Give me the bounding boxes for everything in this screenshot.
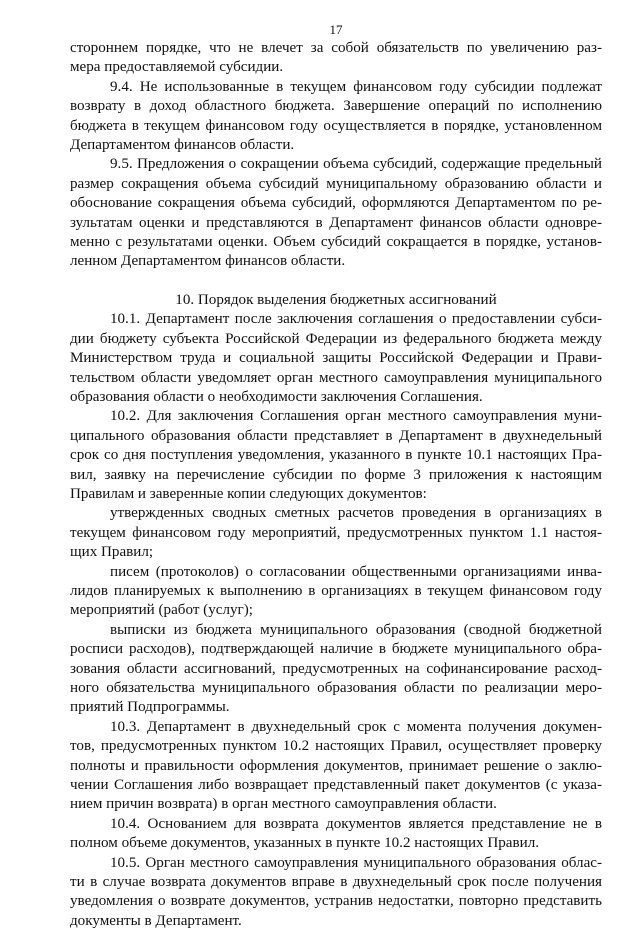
text-line: щих Правил; xyxy=(70,544,154,561)
text-line: 10.1. Департамент после заключения соглашения о предоставлении субси- xyxy=(110,311,602,328)
section-10-heading: 10. Порядок выделения бюджетных ассигнований xyxy=(175,291,497,308)
text-line: обоснование сокращения объема субсидий, оформляются Департаментом по ре- xyxy=(70,195,602,212)
text-line: 10.5. Орган местного самоуправления муниципального образования облас- xyxy=(110,854,602,871)
text-line: мероприятий (работ (услуг); xyxy=(70,602,253,619)
text-line: писем (протоколов) о согласовании общественными организациями инва- xyxy=(110,563,602,580)
document-page xyxy=(70,22,602,931)
text-line: вил, заявку на перечисление субсидии по форме 3 приложения к настоящим xyxy=(70,466,602,483)
text-line: возврату в доход областного бюджета. Завершение операций по исполнению xyxy=(70,98,602,115)
text-line: нием причин возврата) в орган местного самоуправления области. xyxy=(70,796,497,813)
text-line: ципального образования области представляет в Департамент в двухнедельный xyxy=(70,427,602,444)
text-line: документы в Департамент. xyxy=(70,912,242,929)
text-line: чении Соглашения либо возвращает представленный пакет документов (с указа- xyxy=(70,777,602,794)
text-line: Департаментом финансов области. xyxy=(70,137,295,154)
text-line: полноты и правильности оформления документов, принимает решение о заклю- xyxy=(70,757,602,774)
paragraph-10-5 xyxy=(70,854,602,931)
paragraph-9-5 xyxy=(70,155,602,271)
text-line: срок со дня поступления уведомления, указанного в пункте 10.1 настоящих Пра- xyxy=(70,447,602,464)
text-line: тов, предусмотренных пунктом 10.2 настоящих Правил, осуществляет проверку xyxy=(70,738,602,755)
text-line: размер сокращения объема субсидий муниципальному образованию области и xyxy=(70,175,602,192)
text-line: ного обязательства муниципального образования области по реализации меро- xyxy=(70,680,602,696)
text-line: приятий Подпрограммы. xyxy=(70,699,230,716)
text-line: 10.4. Основанием для возврата документов является представление не в xyxy=(110,815,602,832)
text-line: образования области о необходимости заключения Соглашения. xyxy=(70,388,483,405)
text-line: полном объеме документов, указанных в пункте 10.2 настоящих Правил. xyxy=(70,835,540,852)
paragraph-9-3-continuation xyxy=(70,39,602,78)
text-line: ленном Департаментом финансов области. xyxy=(70,253,346,270)
text-line: зования области ассигнований, предусмотренных на софинансирование расход- xyxy=(70,660,602,677)
text-line: 10.2. Для заключения Соглашения орган местного самоуправления муни- xyxy=(110,408,602,425)
text-line: дии бюджету субъекта Российской Федерации из федерального бюджета между xyxy=(70,330,602,347)
paragraph-10-2-item-estimates xyxy=(70,504,602,562)
text-line: 9.4. Не использованные в текущем финансовом году субсидии подлежат xyxy=(110,78,602,95)
text-line: текущем финансовом году мероприятий, предусмотренных пунктом 1.1 настоя- xyxy=(70,524,602,541)
paragraph-10-3 xyxy=(70,718,602,815)
text-line: 9.5. Предложения о сокращении объема субсидий, содержащие предельный xyxy=(110,156,602,173)
paragraph-10-1 xyxy=(70,310,602,407)
text-line: мера предоставляемой субсидии. xyxy=(70,59,284,76)
text-line: выписки из бюджета муниципального образования (сводной бюджетной xyxy=(110,621,602,638)
text-line: утвержденных сводных сметных расчетов проведения в организациях в xyxy=(110,505,602,522)
page-number: 17 xyxy=(329,22,343,37)
paragraph-9-4 xyxy=(70,78,602,156)
text-line: 10.3. Департамент в двухнедельный срок с момента получения докумен- xyxy=(110,718,602,735)
paragraph-10-2-item-extract xyxy=(70,621,602,718)
text-line: Правилам и заверенные копии следующих документов: xyxy=(70,485,427,502)
text-line: лидов планируемых к выполнению в организациях в текущем финансовом году xyxy=(70,582,602,599)
text-line: росписи расходов), подтверждающей наличие в бюджете муниципального обра- xyxy=(70,641,602,658)
text-line: стороннем порядке, что не влечет за собой обязательств по увеличению раз- xyxy=(70,40,602,56)
text-line: тельством области уведомляет орган местного самоуправления муниципального xyxy=(70,369,602,386)
text-line: менно с результатами оценки. Объем субсидий сокращается в порядке, установ- xyxy=(70,234,602,251)
paragraph-10-4 xyxy=(70,815,602,854)
text-line: бюджета в текущем финансовом году осуществляется в порядке, установленном xyxy=(70,117,602,134)
text-line: уведомления о возврате документов, устранив недостатки, повторно представить xyxy=(70,893,602,910)
paragraph-10-2-item-letters xyxy=(70,563,602,621)
text-line: Министерством труда и социальной защиты Российской Федерации и Прави- xyxy=(70,350,602,367)
text-line: ти в случае возврата документов вправе в двухнедельный срок после получения xyxy=(70,874,602,891)
text-line: зультатам оценки и представляются в Департамент финансов области одновре- xyxy=(70,214,602,231)
paragraph-10-2 xyxy=(70,407,602,504)
